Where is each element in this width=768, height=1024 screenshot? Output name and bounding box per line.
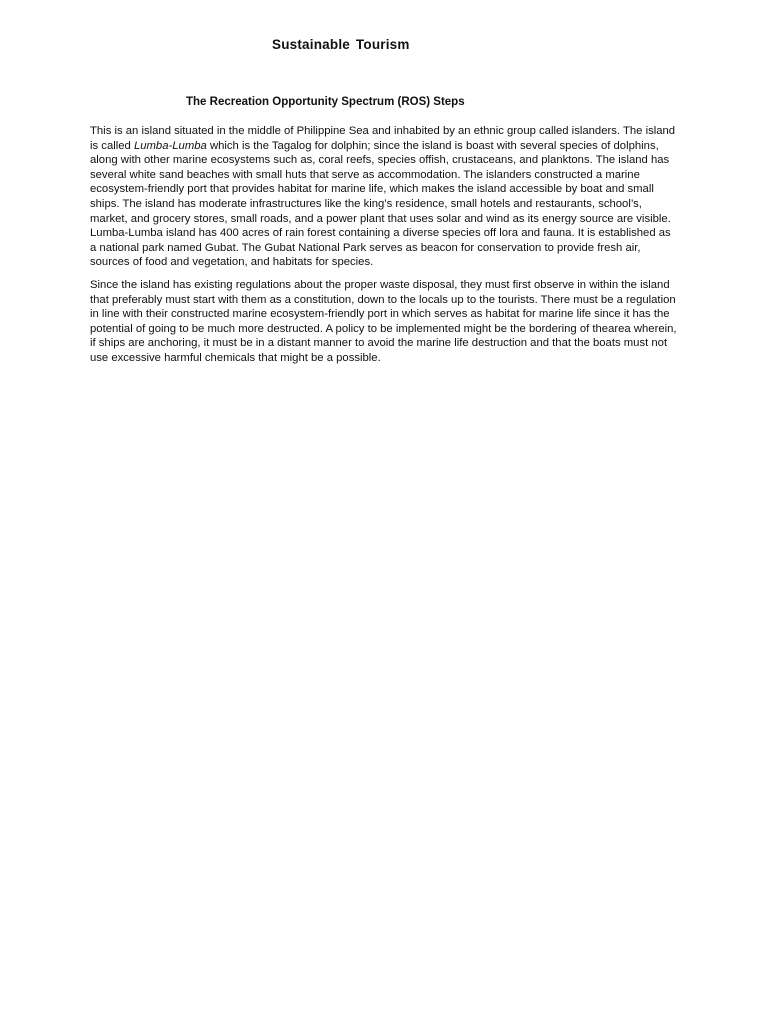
paragraph-1: [90, 124, 680, 270]
document-subtitle: The Recreation Opportunity Spectrum (ROS) Steps: [186, 96, 465, 108]
paragraph-1-start: This is an island situated in the middle of Philippine Sea and inhabited by an ethnic group called islanders. The island is called: [90, 125, 676, 152]
document-title: Sustainable Tourism: [272, 37, 410, 52]
paragraph-1-rest: which is the Tagalog for dolphin; since the island is boast with several species of dolphins, along with other marine ecosystems such as, coral reefs, species offish, crustaceans, and planktons. The island has several white sand beaches with small huts that serve as accommodation. The islanders constructed a marine ecosystem-friendly port that provides habitat for marine life, which makes the island accessible by boat and small ships. The island has moderate infrastructures like the king’s residence, small hotels and restaurants, school’s, market, and grocery stores, small roads, and a power plant that uses solar and wind as its energy source are visible. Lumba-Lumba island has 400 acres of rain forest containing a diverse species off lora and fauna. It is established as a national park named Gubat. The Gubat National Park serves as beacon for conservation to provide fresh air, sources of food and vegetation, and habitats for species.: [90, 139, 671, 269]
island-name-italic: Lumba-Lumba: [133, 139, 207, 152]
document-body: [90, 124, 680, 374]
paragraph-2: Since the island has existing regulations about the proper waste disposal, they must first observe in within the island that preferably must start with them as a constitution, down to the locals up to the tourists. There must be a regulation in line with their constructed marine ecosystem-friendly port in which serves as habitat for marine life since it has the potential of going to be much more destructed. A policy to be implemented might be the bordering of thearea wherein, if ships are anchoring, it must be in a distant manner to avoid the marine life destruction and that the boats must not use excessive harmful chemicals that might be a possible.: [90, 278, 677, 364]
